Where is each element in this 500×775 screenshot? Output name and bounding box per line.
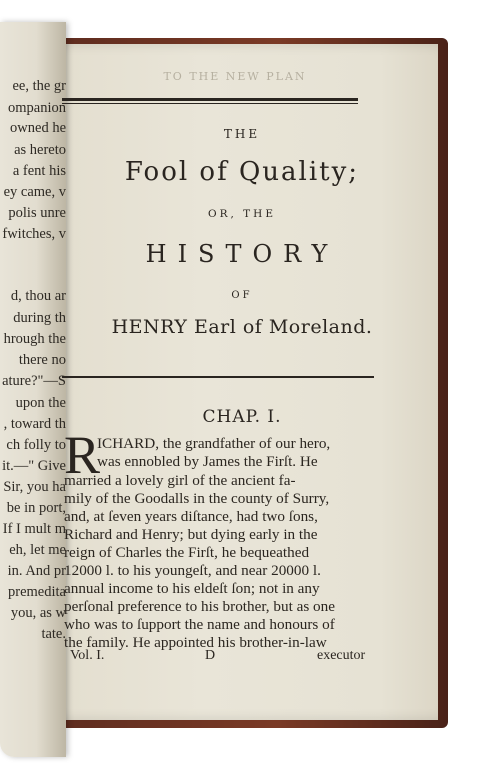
- top-double-rule: [62, 98, 358, 104]
- chapter-heading: CHAP. I.: [202, 407, 282, 427]
- left-page-fragment: as hereto: [14, 142, 66, 158]
- left-page-fragment: eh, let me: [9, 542, 66, 558]
- body-line: perſonal preference to his brother, but as one: [64, 598, 335, 615]
- body-line: reign of Charles the Firſt, he bequeathed: [64, 544, 310, 561]
- left-page-fragment: there no: [18, 352, 66, 368]
- footer-catchword: executor: [317, 648, 366, 663]
- left-page-fragment: owned he: [10, 120, 66, 136]
- book-title: Fool of Quality;: [124, 157, 360, 187]
- footer-volume: Vol. I.: [70, 648, 105, 663]
- title-or-the: OR, THE: [207, 208, 276, 220]
- left-page-fragment: ey came, v: [3, 184, 66, 200]
- left-page-fragment: you, as w: [10, 605, 66, 621]
- title-henry: HENRY Earl of Moreland.: [111, 316, 373, 338]
- left-page-fragment: ch folly to: [6, 437, 66, 453]
- left-page-fragment: premedita: [8, 584, 66, 600]
- left-page-fragment: in. And pr: [7, 563, 66, 579]
- drop-capital: R: [64, 425, 101, 485]
- body-line: the family. He appointed his brother-in-law: [64, 634, 327, 651]
- body-line: was ennobled by James the Firſt. He: [97, 453, 318, 470]
- left-page-fragment: hrough the: [3, 331, 66, 347]
- left-page-fragment: ature?"—S: [2, 373, 66, 389]
- left-page-fragment: upon the: [15, 395, 66, 411]
- body-line: ICHARD, the grandfather of our hero,: [97, 435, 331, 452]
- left-page-fragment: ompanion: [8, 100, 66, 116]
- left-page-fragment: Sir, you ha: [3, 479, 66, 495]
- body-line: 12000 l. to his youngeſt, and near 20000 l.: [64, 562, 321, 579]
- title-history: HISTORY: [145, 240, 339, 268]
- left-page-fragment: If I mult m: [2, 521, 66, 537]
- left-page-fragment: be in port,: [6, 500, 66, 516]
- left-page-fragment: tate.: [41, 626, 66, 642]
- left-page-fragment: during th: [13, 310, 66, 326]
- body-line: mily of the Goodalls in the county of Surry,: [64, 490, 330, 507]
- bleed-through-header: TO THE NEW PLAN: [163, 70, 307, 83]
- left-page-fragment: a fent his: [12, 163, 66, 179]
- left-page-fragment: , toward th: [3, 416, 66, 432]
- body-line: married a lovely girl of the ancient fa-: [64, 472, 296, 489]
- left-page-fragment: polis unre: [8, 205, 66, 221]
- body-line: annual income to his eldeſt ſon; not in any: [64, 580, 320, 597]
- body-line: Richard and Henry; but dying early in the: [64, 526, 318, 543]
- body-line: who was to ſupport the name and honours of: [64, 616, 335, 633]
- title-of: OF: [231, 290, 253, 301]
- section-rule: [62, 376, 374, 378]
- body-line: and, at ſeven years diſtance, had two ſons,: [64, 508, 318, 525]
- left-page-fragment: fwitches, v: [2, 226, 66, 242]
- left-page-fragment: d, thou ar: [10, 288, 66, 304]
- title-the: THE: [223, 127, 261, 141]
- footer-signature: D: [205, 648, 216, 663]
- left-page-fragment: ee, the gr: [12, 78, 66, 94]
- left-page-fragment: it.—" Give: [2, 458, 66, 474]
